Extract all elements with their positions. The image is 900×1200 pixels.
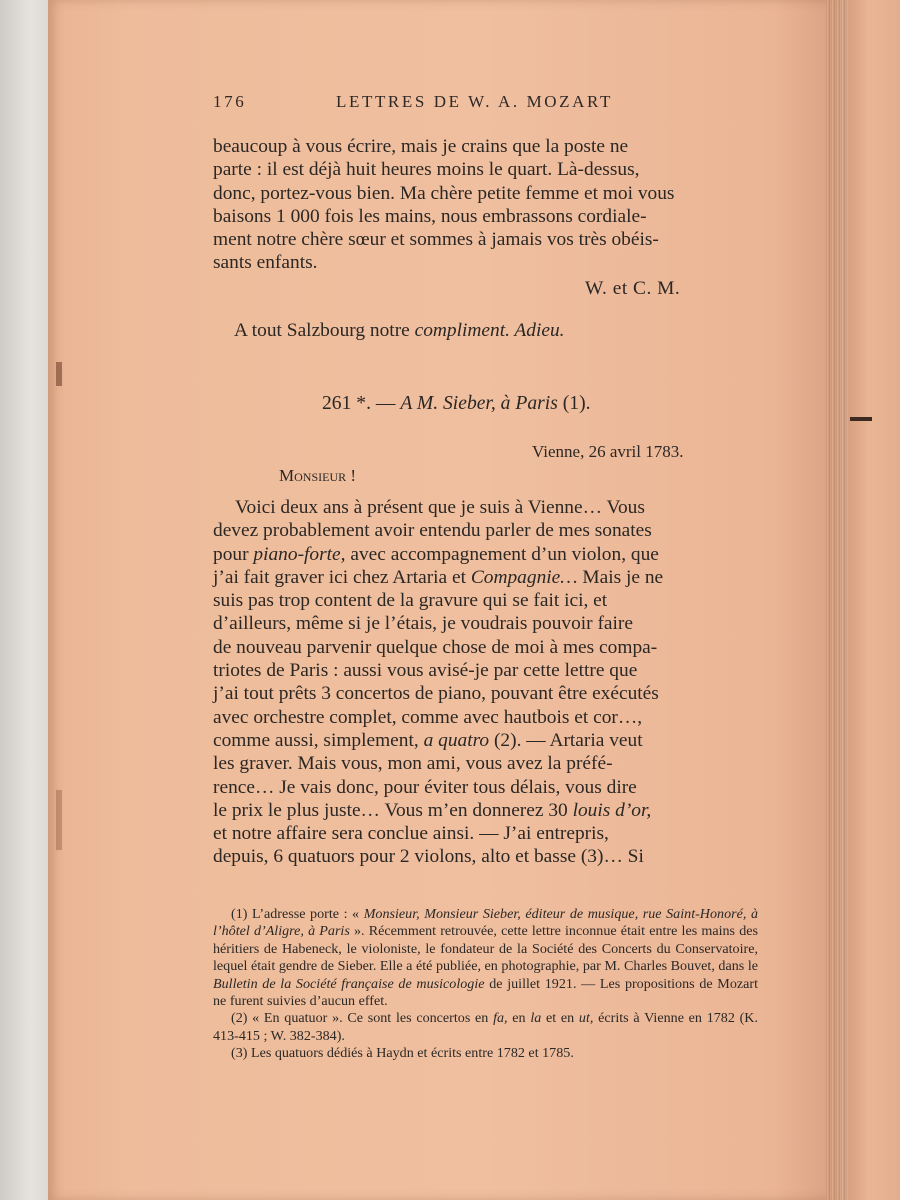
page-stack-edge <box>826 0 848 1200</box>
text-line: suis pas trop content de la gravure qui se fait ici, et <box>213 590 608 612</box>
text-line: pour piano-forte, avec accompagnement d’un violon, que <box>213 543 659 565</box>
text-line: depuis, 6 quatuors pour 2 violons, alto et basse (3)… Si <box>213 846 644 868</box>
letter-heading: 261 *. — A M. Sieber, à Paris (1). <box>322 393 591 414</box>
letter-recipient: A M. Sieber, à Paris <box>400 393 558 414</box>
text-line: beaucoup à vous écrire, mais je crains que la poste ne <box>213 136 629 157</box>
text-line: de nouveau parvenir quelque chose de moi à mes compa- <box>213 636 658 658</box>
text-line: donc, portez-vous bien. Ma chère petite femme et moi vous <box>213 182 675 204</box>
text-line: et notre affaire sera conclue ainsi. — J’ai entrepris, <box>213 823 609 845</box>
text-line: sants enfants. <box>213 252 318 274</box>
running-title: LETTRES DE W. A. MOZART <box>336 92 613 111</box>
letter-closing-paragraph <box>213 135 761 275</box>
footnote-1: (1) L’adresse porte : « Monsieur, Monsieur Sieber, éditeur de musique, rue Saint-Honoré, à l’hôtel d’Aligre, à Paris ». Récemment retrouvée, cette lettre inconnue était entre les mains des héritiers de Habeneck, le violoniste, le fondateur de la Société des Concerts du Conservatoire, lequel était gendre de Sieber. Elle a été publiée, en photographie, par M. Charles Bouvet, dans le Bulletin de la Société française de musicologie de juillet 1921. — Les propositions de Mozart ne furent suivies d’aucun effet. <box>213 906 758 1010</box>
signature: W. et C. M. <box>585 278 681 299</box>
edge-mark <box>850 417 872 421</box>
text-line: le prix le plus juste… Vous m’en donnerez 30 louis d’or, <box>213 799 652 821</box>
text-line: ment notre chère sœur et sommes à jamais vos très obéis- <box>213 229 659 251</box>
page-number: 176 <box>213 92 247 111</box>
text-line: baisons 1 000 fois les mains, nous embrassons cordiale- <box>213 205 647 227</box>
next-page-edge <box>848 0 900 1200</box>
text-line: rence… Je vais donc, pour éviter tous délais, vous dire <box>213 776 637 798</box>
text-line: devez probablement avoir entendu parler de mes sonates <box>213 520 652 542</box>
letter-body <box>213 496 761 869</box>
text-line: parte : il est déjà huit heures moins le quart. Là-dessus, <box>213 159 640 181</box>
text-line: triotes de Paris : aussi vous avisé-je par cette lettre que <box>213 660 638 682</box>
text-line: comme aussi, simplement, a quatro (2). — Artaria veut <box>213 729 643 751</box>
text-line: les graver. Mais vous, mon ami, vous avez la préfé- <box>213 753 613 775</box>
footnote-3: (3) Les quatuors dédiés à Haydn et écrits entre 1782 et 1785. <box>231 1045 574 1062</box>
letter-salutation: Monsieur ! <box>279 466 357 485</box>
running-header <box>213 92 773 116</box>
text-line: avec orchestre complet, comme avec hautbois et cor…, <box>213 706 643 728</box>
spine-stain <box>56 362 62 386</box>
footnote-2: (2) « En quatuor ». Ce sont les concertos en fa, en la et en ut, écrits à Vienne en 1782 (K. 413-415 ; W. 382-384). <box>213 1010 758 1044</box>
salzburg-greeting: A tout Salzbourg notre compliment. Adieu. <box>234 320 565 341</box>
text-line: j’ai fait graver ici chez Artaria et Compagnie… Mais je ne <box>213 566 664 588</box>
text-line: Voici deux ans à présent que je suis à Vienne… Vous <box>235 497 645 518</box>
footnotes <box>213 906 758 1063</box>
text-line: d’ailleurs, même si je l’étais, je voudrais pouvoir faire <box>213 613 633 635</box>
letter-date: Vienne, 26 avril 1783. <box>532 442 684 461</box>
spine-stain <box>56 790 62 850</box>
text-line: j’ai tout prêts 3 concertos de piano, pouvant être exécutés <box>213 683 659 705</box>
